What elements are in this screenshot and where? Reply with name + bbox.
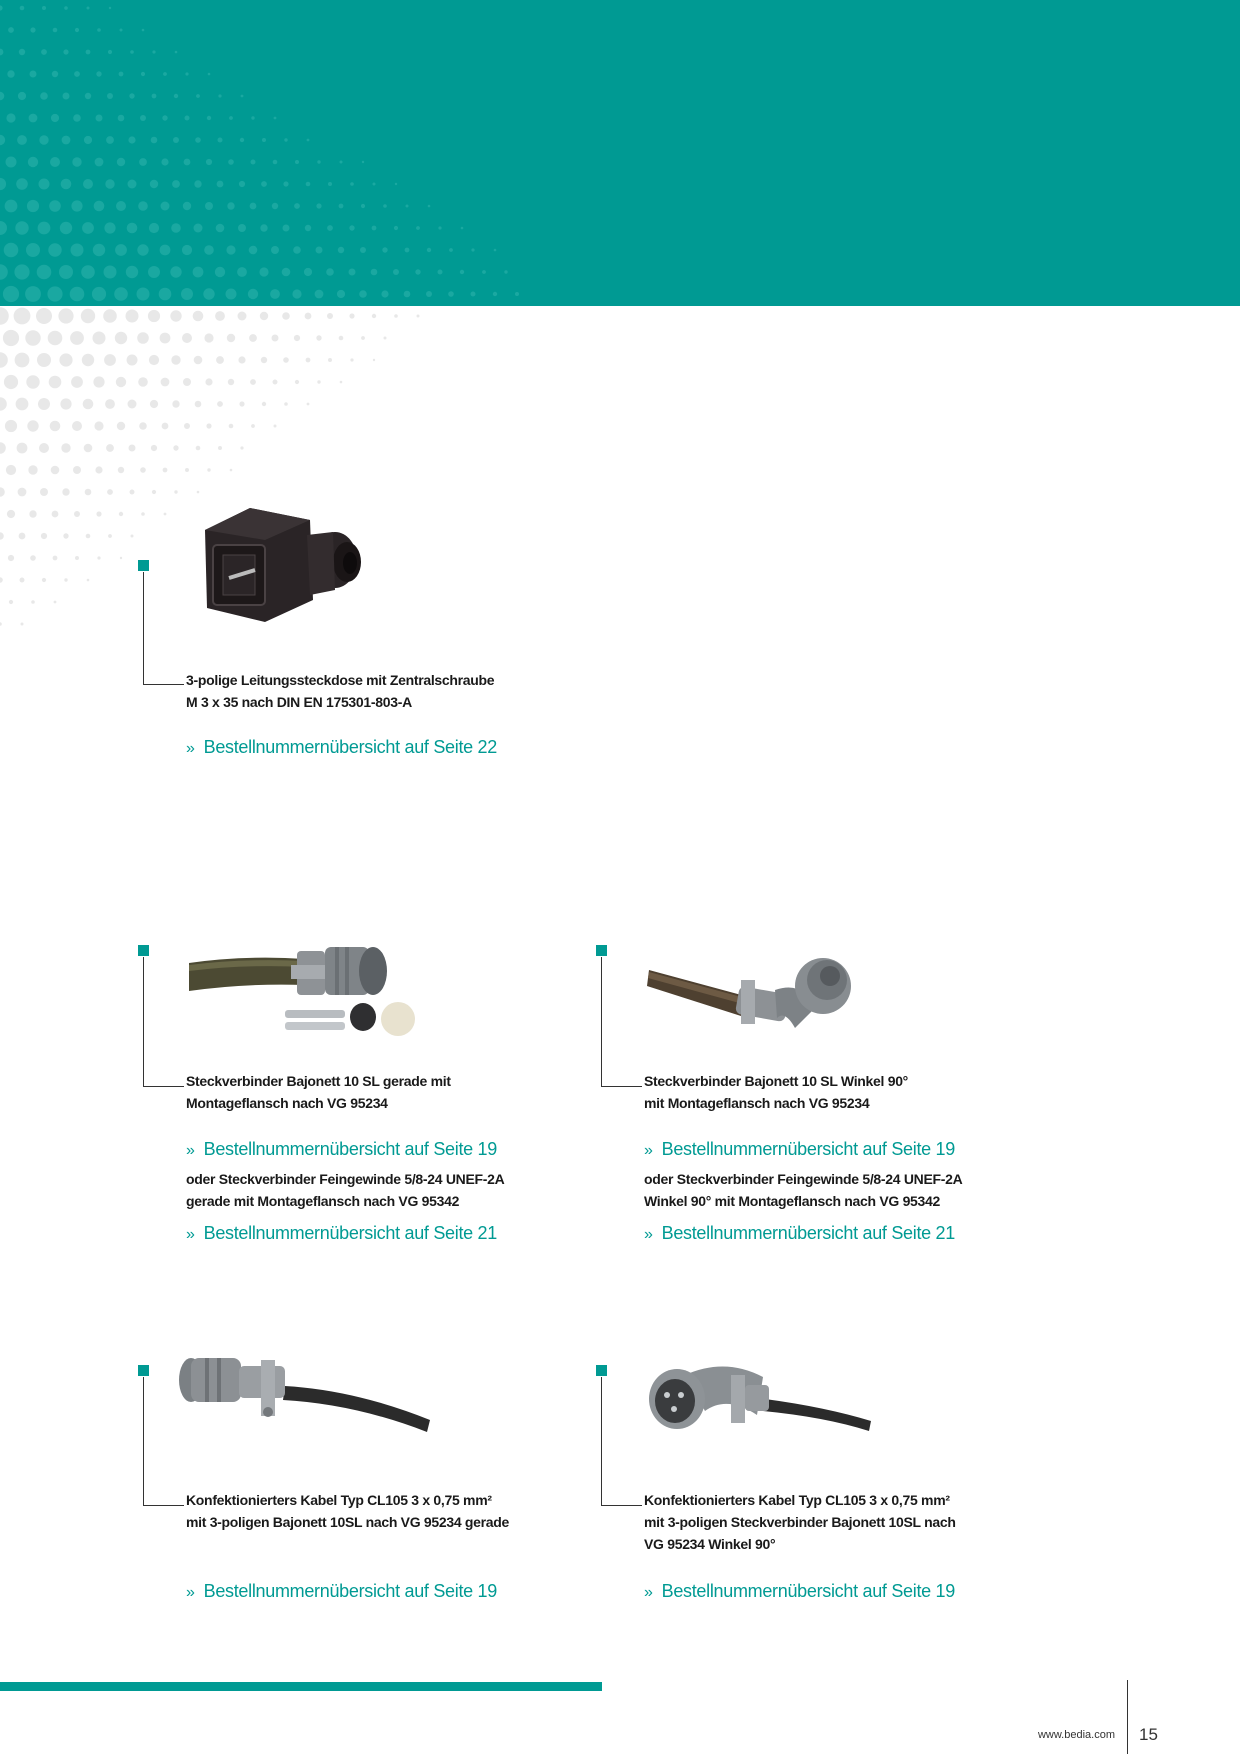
item-marker bbox=[596, 945, 607, 956]
product-description: Konfektionierters Kabel Typ CL105 3 x 0,75 mm² mit 3-poligen Steckverbinder Bajonett 10SL nach VG 95234 Winkel 90° bbox=[644, 1492, 956, 1552]
bayonet-angled-connector-image bbox=[645, 950, 885, 1060]
alternative-description: oder Steckverbinder Feingewinde 5/8-24 UNEF-2A Winkel 90° mit Montageflansch nach VG 95342 bbox=[644, 1171, 963, 1209]
item-marker bbox=[138, 560, 149, 571]
product-description: 3-polige Leitungssteckdose mit Zentralschraube M 3 x 35 nach DIN EN 175301-803-A bbox=[186, 672, 495, 710]
item-marker bbox=[596, 1365, 607, 1376]
item-bracket bbox=[601, 957, 642, 1087]
item-bracket bbox=[143, 1377, 184, 1506]
valve-connector-image bbox=[195, 500, 385, 630]
footer-separator bbox=[1127, 1680, 1128, 1754]
order-overview-link[interactable]: » Bestellnummernübersicht auf Seite 19 bbox=[644, 1581, 955, 1601]
order-overview-link-alt[interactable]: » Bestellnummernübersicht auf Seite 21 bbox=[644, 1223, 955, 1243]
item-bracket bbox=[143, 957, 184, 1087]
cable-straight-connector-image bbox=[175, 1350, 435, 1450]
footer-accent-bar bbox=[0, 1682, 602, 1691]
order-overview-link[interactable]: » Bestellnummernübersicht auf Seite 19 bbox=[644, 1139, 955, 1159]
order-overview-link[interactable]: » Bestellnummernübersicht auf Seite 19 bbox=[186, 1139, 497, 1159]
product-description: Steckverbinder Bajonett 10 SL Winkel 90° mit Montageflansch nach VG 95234 bbox=[644, 1073, 908, 1111]
bayonet-straight-connector-image bbox=[185, 935, 435, 1045]
order-overview-link[interactable]: » Bestellnummernübersicht auf Seite 19 bbox=[186, 1581, 497, 1601]
item-bracket bbox=[143, 572, 184, 685]
product-description: Steckverbinder Bajonett 10 SL gerade mit Montageflansch nach VG 95234 bbox=[186, 1073, 451, 1111]
item-marker bbox=[138, 1365, 149, 1376]
footer-website[interactable]: www.bedia.com bbox=[1037, 1729, 1115, 1741]
item-bracket bbox=[601, 1377, 642, 1506]
alternative-description: oder Steckverbinder Feingewinde 5/8-24 UNEF-2A gerade mit Montageflansch nach VG 95342 bbox=[186, 1171, 505, 1209]
order-overview-link[interactable]: » Bestellnummernübersicht auf Seite 22 bbox=[186, 737, 497, 757]
order-overview-link-alt[interactable]: » Bestellnummernübersicht auf Seite 21 bbox=[186, 1223, 497, 1243]
cable-angled-connector-image bbox=[645, 1355, 875, 1450]
item-marker bbox=[138, 945, 149, 956]
product-description: Konfektionierters Kabel Typ CL105 3 x 0,75 mm² mit 3-poligen Bajonett 10SL nach VG 95234 gerade bbox=[186, 1492, 510, 1530]
page-number: 15 bbox=[1139, 1725, 1158, 1744]
